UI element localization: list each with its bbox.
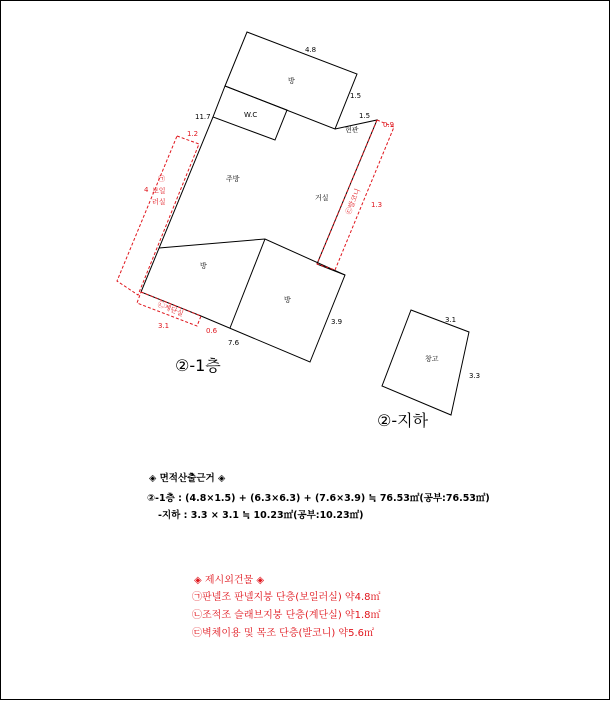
dim-red-0-6: 0.6 xyxy=(206,327,218,335)
calc-line-2: -지하 : 3.3 × 3.1 ≒ 10.23㎡(공부:10.23㎡) xyxy=(158,510,364,521)
notes-title: ◈ 제시외건물 ◈ xyxy=(194,575,265,586)
boiler-label-1: 보일 xyxy=(152,187,166,195)
calc-line-1: ②-1층 : (4.8×1.5) + (6.3×6.3) + (7.6×3.9) ≒ 76.53㎡(공부:76.53㎡) xyxy=(147,493,490,504)
storage-label: 창고 xyxy=(425,355,439,363)
dim-red-4: 4 xyxy=(144,186,149,194)
dim-storage-right: 3.3 xyxy=(469,372,481,380)
kitchen-label: 주방 xyxy=(226,175,240,183)
note-item-3: ㉢벽체이용 및 목조 단층(발코니) 약5.6㎡ xyxy=(192,628,375,639)
boiler-mark: ㉠ xyxy=(158,175,165,183)
floor1-title: ②-1층 xyxy=(175,356,221,375)
note-item-1: ㉠판넬조 판넬지붕 단층(보일러실) 약4.8㎡ xyxy=(192,592,381,603)
balcony-label: ㉢발코니 xyxy=(344,187,363,216)
basement-title: ②-지하 xyxy=(377,411,429,430)
main-mid-wall xyxy=(159,239,345,362)
entrance-label: 현관 xyxy=(345,126,359,134)
dim-top: 4.8 xyxy=(305,46,317,54)
calc-title: ◈ 면적산출근거 ◈ xyxy=(149,473,226,484)
dim-mid-left: 11.7 xyxy=(195,113,211,121)
room-top-label: 방 xyxy=(288,77,295,85)
room-bottom-left-label: 방 xyxy=(200,262,207,270)
boiler-label-2: 러실 xyxy=(152,198,166,206)
living-label: 거실 xyxy=(315,194,329,202)
boiler-room-outline xyxy=(117,136,199,295)
dim-top-right: 1.5 xyxy=(350,92,362,100)
wc-label: W.C xyxy=(244,111,258,119)
dim-right-3-9: 3.9 xyxy=(331,318,343,326)
main-left-wall xyxy=(141,117,213,316)
stairs-label: ㉡계단실 xyxy=(156,300,185,319)
dim-red-1-2: 1.2 xyxy=(187,130,199,138)
mid-divider xyxy=(230,239,265,328)
dim-mid-right: 1.5 xyxy=(359,112,371,120)
room-bottom-right-label: 방 xyxy=(284,296,291,304)
dim-bottom-7-6: 7.6 xyxy=(228,339,240,347)
dim-red-3-1: 3.1 xyxy=(158,322,170,330)
dim-red-0-9: 0.9 xyxy=(383,121,395,129)
dim-red-1-3: 1.3 xyxy=(371,201,383,209)
note-item-2: ㉡조적조 슬래브지붕 단층(계단실) 약1.8㎡ xyxy=(192,610,381,621)
dim-storage-top: 3.1 xyxy=(445,316,457,324)
